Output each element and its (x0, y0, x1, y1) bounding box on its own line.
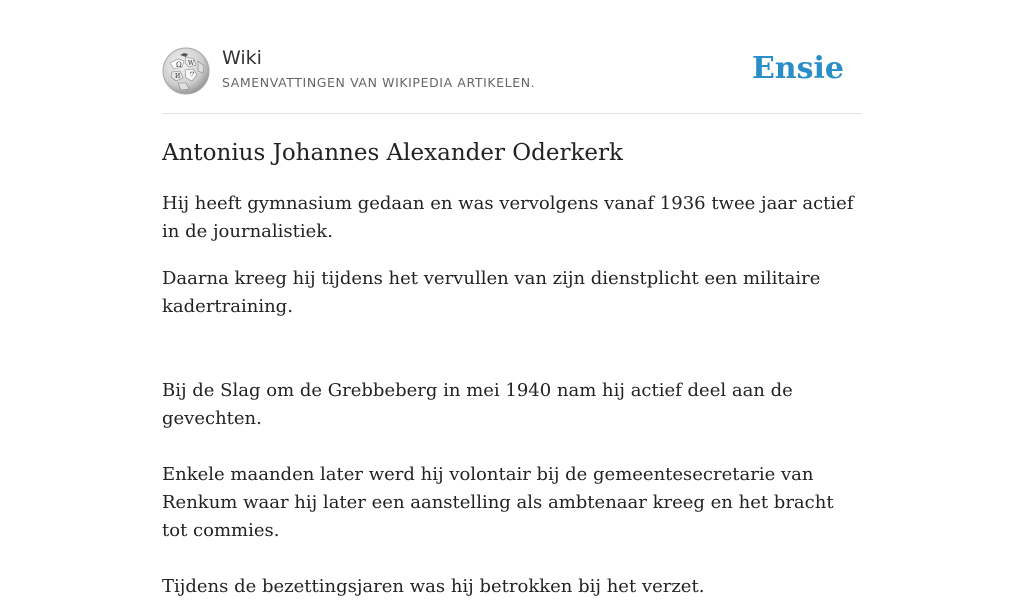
article-paragraph: Hij heeft gymnasium gedaan en was vervolgens vanaf 1936 twee jaar actief in de journalistiek. (162, 193, 854, 242)
svg-text:Ω: Ω (176, 61, 182, 69)
wikipedia-globe-icon[interactable] (162, 47, 210, 95)
svg-text:ウ: ウ (189, 71, 196, 78)
article-body (162, 190, 862, 601)
paragraph-spacer (162, 433, 862, 461)
article-paragraph: Tijdens de bezettingsjaren was hij betrokken bij het verzet. (162, 576, 705, 597)
page (162, 0, 862, 597)
site-name[interactable]: Wiki (222, 47, 262, 69)
article-title: Antonius Johannes Alexander Oderkerk (162, 140, 623, 166)
paragraph-spacer (162, 545, 862, 573)
site-header (162, 0, 862, 114)
paragraph-spacer (162, 321, 862, 349)
article-paragraph: Daarna kreeg hij tijdens het vervullen van zijn dienstplicht een militaire kadertraining. (162, 268, 821, 317)
article-paragraph: Enkele maanden later werd hij volontair bij de gemeentesecretarie van Renkum waar hij later een aanstelling als ambtenaar kreeg en het bracht tot commies. (162, 464, 834, 541)
svg-text:И: И (175, 73, 181, 80)
article-paragraph: Bij de Slag om de Grebbeberg in mei 1940 nam hij actief deel aan de gevechten. (162, 380, 793, 429)
site-tagline: SAMENVATTINGEN VAN WIKIPEDIA ARTIKELEN. (222, 75, 536, 90)
svg-text:W: W (188, 60, 195, 67)
ensie-brand-logo[interactable]: Ensie (751, 51, 844, 86)
